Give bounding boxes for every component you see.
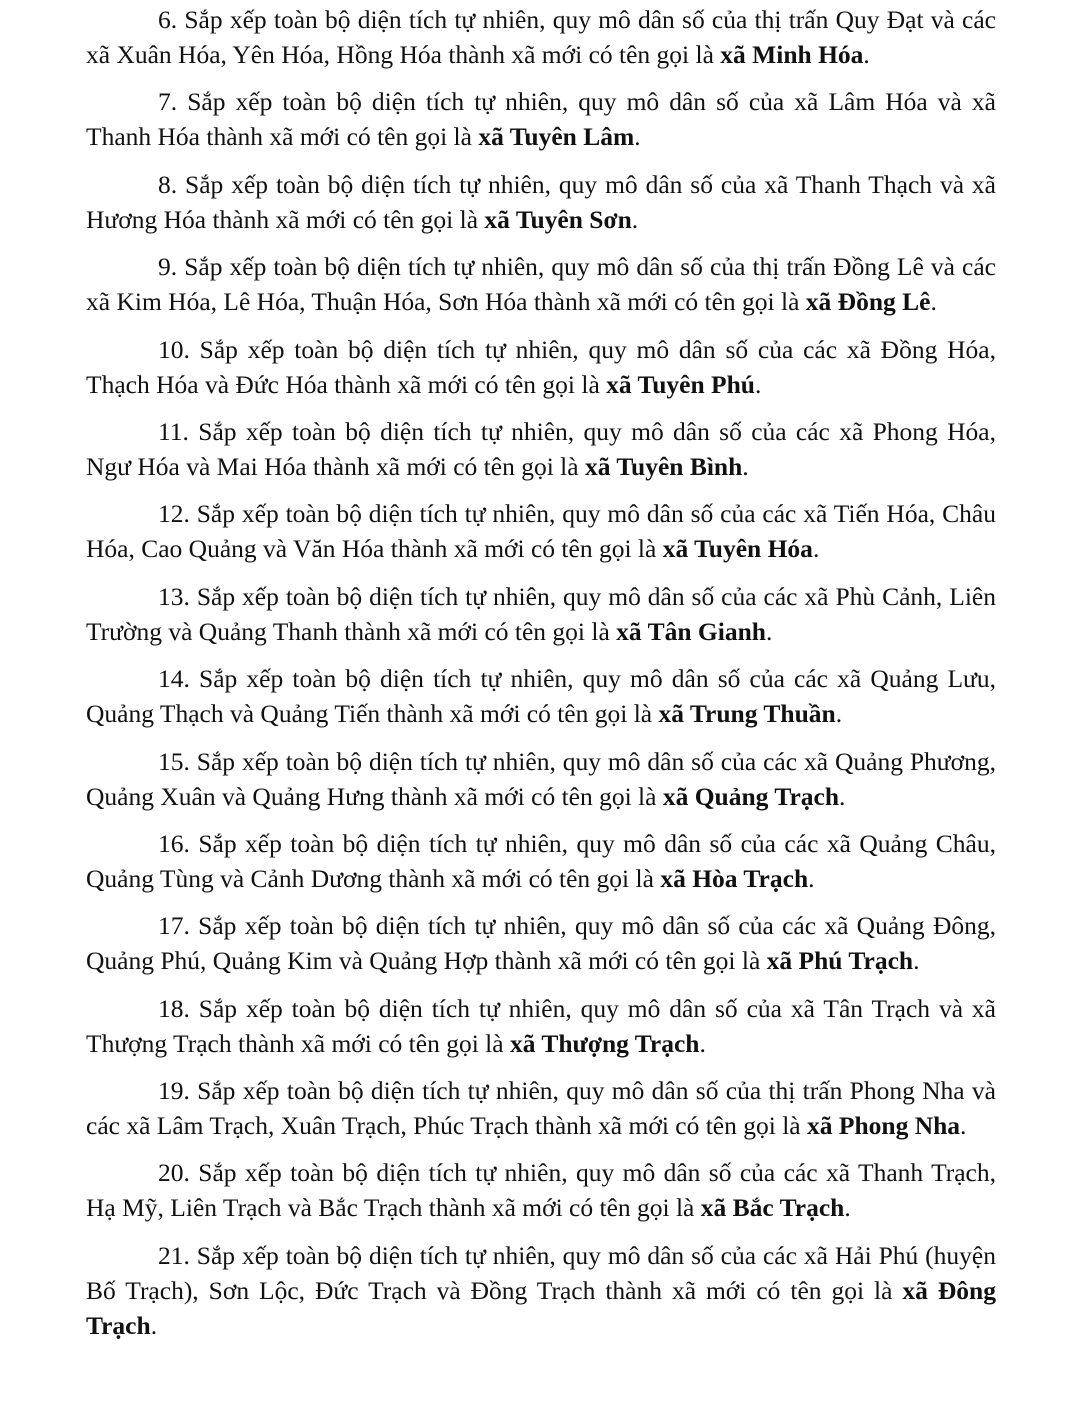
commune-name: xã Phong Nha xyxy=(807,1111,961,1141)
commune-name: xã Minh Hóa xyxy=(720,40,864,69)
paragraph-text: 20. Sắp xếp toàn bộ diện tích tự nhiên, quy mô dân số của các xã Thanh Trạch, Hạ Mỹ, Liên Trạch và Bắc Trạch thành xã mới có tên gọi là xyxy=(86,1158,996,1223)
paragraph-19: 19. Sắp xếp toàn bộ diện tích tự nhiên, quy mô dân số của thị trấn Phong Nha và các xã Lâm Trạch, Xuân Trạch, Phúc Trạch thành xã mới có tên gọi là xã Phong Nha. xyxy=(86,1076,996,1141)
paragraph-20: 20. Sắp xếp toàn bộ diện tích tự nhiên, quy mô dân số của các xã Thanh Trạch, Hạ Mỹ, Liên Trạch và Bắc Trạch thành xã mới có tên gọi là xã Bắc Trạch. xyxy=(86,1158,996,1223)
commune-name: xã Tuyên Lâm xyxy=(478,122,635,152)
commune-name: xã Đồng Lê xyxy=(805,287,931,317)
paragraph-18: 18. Sắp xếp toàn bộ diện tích tự nhiên, quy mô dân số của xã Tân Trạch và xã Thượng Trạch thành xã mới có tên gọi là xã Thượng Trạch. xyxy=(86,993,996,1058)
paragraph-text: 12. Sắp xếp toàn bộ diện tích tự nhiên, quy mô dân số của các xã Tiến Hóa, Châu Hóa, Cao Quảng và Văn Hóa thành xã mới có tên gọi là xyxy=(86,499,996,564)
paragraph-6: 6. Sắp xếp toàn bộ diện tích tự nhiên, quy mô dân số của thị trấn Quy Đạt và các xã Xuân Hóa, Yên Hóa, Hồng Hóa thành xã mới có tên gọi là xã Minh Hóa. xyxy=(86,5,996,69)
paragraph-text: 15. Sắp xếp toàn bộ diện tích tự nhiên, quy mô dân số của các xã Quảng Phương, Quảng Xuân và Quảng Hưng thành xã mới có tên gọi là xyxy=(86,746,996,811)
commune-name: xã Tuyên Sơn xyxy=(484,204,632,234)
paragraph-11: 11. Sắp xếp toàn bộ diện tích tự nhiên, quy mô dân số của các xã Phong Hóa, Ngư Hóa và Mai Hóa thành xã mới có tên gọi là xã Tuyên Bình. xyxy=(86,416,996,481)
paragraph-17: 17. Sắp xếp toàn bộ diện tích tự nhiên, quy mô dân số của các xã Quảng Đông, Quảng Phú, Quảng Kim và Quảng Hợp thành xã mới có tên gọi là xã Phú Trạch. xyxy=(86,911,996,976)
paragraph-7: 7. Sắp xếp toàn bộ diện tích tự nhiên, quy mô dân số của xã Lâm Hóa và xã Thanh Hóa thành xã mới có tên gọi là xã Tuyên Lâm. xyxy=(86,87,996,152)
paragraph-text: 10. Sắp xếp toàn bộ diện tích tự nhiên, quy mô dân số của các xã Đồng Hóa, Thạch Hóa và Đức Hóa thành xã mới có tên gọi là xyxy=(86,334,996,399)
paragraph-text: 14. Sắp xếp toàn bộ diện tích tự nhiên, quy mô dân số của các xã Quảng Lưu, Quảng Thạch và Quảng Tiến thành xã mới có tên gọi là xyxy=(86,664,996,729)
commune-name: xã Hòa Trạch xyxy=(660,863,809,893)
paragraph-text: 13. Sắp xếp toàn bộ diện tích tự nhiên, quy mô dân số của các xã Phù Cảnh, Liên Trường và Quảng Thanh thành xã mới có tên gọi là xyxy=(86,581,996,646)
paragraph-15: 15. Sắp xếp toàn bộ diện tích tự nhiên, quy mô dân số của các xã Quảng Phương, Quảng Xuân và Quảng Hưng thành xã mới có tên gọi là xã Quảng Trạch. xyxy=(86,746,996,811)
paragraph-14: 14. Sắp xếp toàn bộ diện tích tự nhiên, quy mô dân số của các xã Quảng Lưu, Quảng Thạch và Quảng Tiến thành xã mới có tên gọi là xã Trung Thuần. xyxy=(86,664,996,729)
paragraph-21: 21. Sắp xếp toàn bộ diện tích tự nhiên, quy mô dân số của các xã Hải Phú (huyện Bố Trạch), Sơn Lộc, Đức Trạch và Đồng Trạch thành xã mới có tên gọi là xã Đông Trạch. xyxy=(86,1240,996,1340)
paragraph-text: 7. Sắp xếp toàn bộ diện tích tự nhiên, quy mô dân số của xã Lâm Hóa và xã Thanh Hóa thành xã mới có tên gọi là xyxy=(86,87,996,152)
paragraph-text: 6. Sắp xếp toàn bộ diện tích tự nhiên, quy mô dân số của thị trấn Quy Đạt và các xã Xuân Hóa, Yên Hóa, Hồng Hóa thành xã mới có tên gọi là xyxy=(86,5,996,69)
commune-name: xã Tuyên Phú xyxy=(606,369,755,399)
paragraph-text: 11. Sắp xếp toàn bộ diện tích tự nhiên, quy mô dân số của các xã Phong Hóa, Ngư Hóa và Mai Hóa thành xã mới có tên gọi là xyxy=(86,416,996,481)
paragraph-text: 17. Sắp xếp toàn bộ diện tích tự nhiên, quy mô dân số của các xã Quảng Đông, Quảng Phú, Quảng Kim và Quảng Hợp thành xã mới có tên gọi là xyxy=(86,911,996,976)
commune-name: xã Tuyên Bình xyxy=(584,451,743,481)
commune-name: xã Quảng Trạch xyxy=(662,781,840,811)
paragraph-text: 8. Sắp xếp toàn bộ diện tích tự nhiên, quy mô dân số của xã Thanh Thạch và xã Hương Hóa thành xã mới có tên gọi là xyxy=(86,169,996,234)
paragraph-text: 9. Sắp xếp toàn bộ diện tích tự nhiên, quy mô dân số của thị trấn Đồng Lê và các xã Kim Hóa, Lê Hóa, Thuận Hóa, Sơn Hóa thành xã mới có tên gọi là xyxy=(86,252,996,317)
paragraph-8: 8. Sắp xếp toàn bộ diện tích tự nhiên, quy mô dân số của xã Thanh Thạch và xã Hương Hóa thành xã mới có tên gọi là xã Tuyên Sơn. xyxy=(86,169,996,234)
commune-name: xã Tuyên Hóa xyxy=(662,534,813,564)
paragraph-10: 10. Sắp xếp toàn bộ diện tích tự nhiên, quy mô dân số của các xã Đồng Hóa, Thạch Hóa và Đức Hóa thành xã mới có tên gọi là xã Tuyên Phú. xyxy=(86,334,996,399)
commune-name: xã Trung Thuần xyxy=(658,699,836,729)
paragraph-13: 13. Sắp xếp toàn bộ diện tích tự nhiên, quy mô dân số của các xã Phù Cảnh, Liên Trường và Quảng Thanh thành xã mới có tên gọi là xã Tân Gianh. xyxy=(86,581,996,646)
paragraph-16: 16. Sắp xếp toàn bộ diện tích tự nhiên, quy mô dân số của các xã Quảng Châu, Quảng Tùng và Cảnh Dương thành xã mới có tên gọi là xã Hòa Trạch. xyxy=(86,828,996,893)
paragraph-text: 19. Sắp xếp toàn bộ diện tích tự nhiên, quy mô dân số của thị trấn Phong Nha và các xã Lâm Trạch, Xuân Trạch, Phúc Trạch thành xã mới có tên gọi là xyxy=(86,1076,996,1141)
paragraph-9: 9. Sắp xếp toàn bộ diện tích tự nhiên, quy mô dân số của thị trấn Đồng Lê và các xã Kim Hóa, Lê Hóa, Thuận Hóa, Sơn Hóa thành xã mới có tên gọi là xã Đồng Lê. xyxy=(86,252,996,317)
commune-name: xã Bắc Trạch xyxy=(700,1193,845,1223)
commune-name: xã Đông Trạch xyxy=(86,1275,996,1340)
commune-name: xã Thượng Trạch xyxy=(509,1028,700,1058)
paragraph-text: 16. Sắp xếp toàn bộ diện tích tự nhiên, quy mô dân số của các xã Quảng Châu, Quảng Tùng và Cảnh Dương thành xã mới có tên gọi là xyxy=(86,828,996,893)
commune-name: xã Phú Trạch xyxy=(766,946,914,976)
paragraph-text: 18. Sắp xếp toàn bộ diện tích tự nhiên, quy mô dân số của xã Tân Trạch và xã Thượng Trạch thành xã mới có tên gọi là xyxy=(86,993,996,1058)
commune-name: xã Tân Gianh xyxy=(616,616,766,646)
paragraph-12: 12. Sắp xếp toàn bộ diện tích tự nhiên, quy mô dân số của các xã Tiến Hóa, Châu Hóa, Cao Quảng và Văn Hóa thành xã mới có tên gọi là xã Tuyên Hóa. xyxy=(86,499,996,564)
paragraph-text: 21. Sắp xếp toàn bộ diện tích tự nhiên, quy mô dân số của các xã Hải Phú (huyện Bố Trạch), Sơn Lộc, Đức Trạch và Đồng Trạch thành xã mới có tên gọi là xyxy=(86,1240,996,1305)
